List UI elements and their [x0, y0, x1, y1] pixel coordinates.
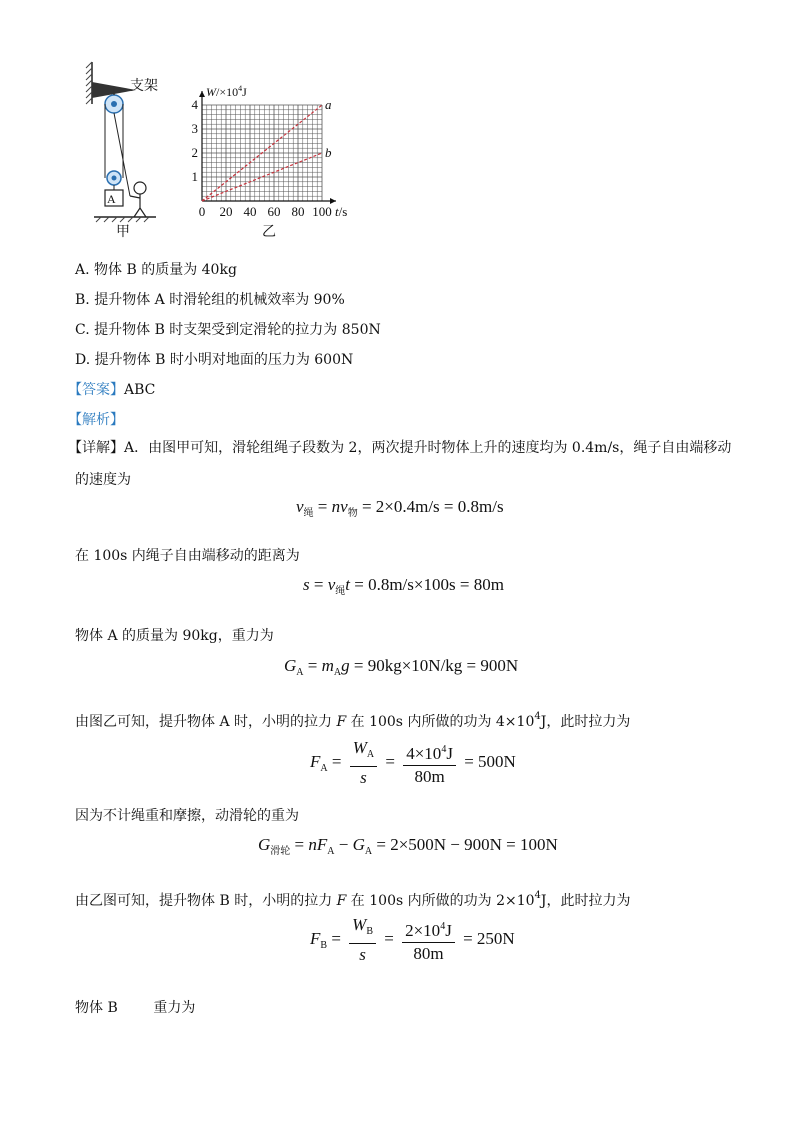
series-label-b: b — [325, 145, 332, 160]
detail-para-2: 在 100s 内绳子自由端移动的距离为 — [75, 548, 300, 564]
eq2-lhs: s — [303, 575, 310, 594]
eq6-lhs: F — [310, 928, 321, 948]
equation-5 — [258, 834, 558, 863]
eq4-rest: = 500N — [459, 751, 516, 771]
option-b: B. 提升物体 A 时滑轮组的机械效率为 90% — [75, 292, 345, 308]
eq1-v: v — [340, 497, 348, 516]
eq2-v: v — [327, 575, 336, 594]
work-time-chart — [186, 80, 356, 220]
eq4-eq-1: = — [327, 751, 346, 771]
eq6-den2: 80m — [413, 943, 444, 963]
answer-line — [68, 380, 155, 400]
eq4-den2: 80m — [414, 766, 445, 786]
answer-tag: 【答案】 — [68, 382, 124, 398]
x-tick-label: 100 — [312, 204, 332, 219]
eq6-lhs-sub: B — [320, 939, 328, 951]
eq3-m-sub: A — [333, 667, 342, 678]
eq4-lhs-sub: A — [320, 762, 328, 774]
detail-text-1a: A．由图甲可知，滑轮组绳子段数为 2，两次提升时物体上升的速度均为 0.4m/s，绳子自由端移动 — [124, 440, 732, 456]
detail-text-6b: 在 100s 内所做的功为 2×10 — [346, 893, 535, 909]
eq4-den1: s — [360, 768, 367, 787]
eq4-num1: W — [352, 738, 367, 757]
detail-text-4F: F — [336, 714, 347, 730]
detail-para-5: 因为不计绳重和摩擦，动滑轮的重为 — [75, 808, 299, 824]
eq6-frac-2 — [402, 916, 455, 965]
y-axis-arrow — [199, 91, 205, 97]
eq4-num2a: 4×10 — [406, 743, 442, 763]
eq3-rest: = 90kg×10N/kg = 900N — [349, 656, 519, 675]
eq5-n: n — [308, 835, 317, 854]
eq1-lhs: v — [296, 497, 304, 516]
eq2-t: t — [345, 575, 350, 594]
detail-text-6a: 由乙图可知，提升物体 B 时，小明的拉力 — [75, 893, 337, 909]
eq5-F: F — [316, 835, 328, 854]
detail-text-6c: J，此时拉力为 — [540, 893, 631, 909]
object-a-label: A — [107, 192, 116, 206]
eq4-num2b: J — [446, 743, 453, 763]
y-tick-label: 1 — [191, 169, 198, 184]
eq2-eq: = — [309, 575, 328, 594]
eq5-G-sub: A — [364, 846, 373, 857]
eq3-lhs: G — [284, 656, 297, 675]
eq4-num1-sub: A — [366, 749, 375, 760]
option-a: A. 物体 B 的质量为 40kg — [75, 262, 237, 278]
x-tick-label: 20 — [219, 204, 233, 219]
x-tick-label: 40 — [243, 204, 257, 219]
detail-text-4c: J，此时拉力为 — [540, 714, 631, 730]
bracket-label: 支架 — [130, 78, 158, 94]
y-tick-label: 3 — [191, 121, 198, 136]
eq3-lhs-sub: A — [296, 667, 304, 678]
detail-tag: 【详解】 — [68, 440, 124, 456]
eq4-num2exp: 4 — [441, 743, 447, 755]
eq5-lhs: G — [258, 835, 271, 854]
equation-2 — [303, 574, 504, 603]
eq4-frac-1 — [350, 737, 377, 789]
x-axis-label: t/s — [335, 204, 348, 219]
detail-para-3: 物体 A 的质量为 90kg，重力为 — [75, 628, 274, 644]
answer-value: ABC — [124, 382, 156, 398]
eq6-num2a: 2×10 — [405, 920, 441, 940]
detail-text-4exp: 4 — [534, 711, 541, 722]
eq1-rest: = 2×0.4m/s = 0.8m/s — [357, 497, 504, 516]
eq6-num2b: J — [445, 920, 452, 940]
series-label-a: a — [325, 97, 332, 112]
eq6-eq-1: = — [327, 928, 346, 948]
eq1-v-sub: 物 — [347, 508, 358, 519]
eq5-minus: − — [334, 835, 353, 854]
equation-6 — [310, 914, 515, 966]
eq5-G: G — [352, 835, 365, 854]
eq1-eq: = — [313, 497, 332, 516]
detail-text-6exp: 4 — [534, 890, 541, 901]
x-tick-label: 80 — [291, 204, 305, 219]
option-d: D. 提升物体 B 时小明对地面的压力为 600N — [75, 352, 354, 368]
person-icon — [134, 182, 146, 194]
eq5-lhs-sub: 滑轮 — [270, 846, 291, 857]
eq2-v-sub: 绳 — [335, 586, 346, 597]
eq6-frac-1 — [349, 914, 376, 966]
eq4-eq-2: = — [381, 751, 400, 771]
eq6-den1: s — [359, 945, 366, 964]
x-tick-label: 60 — [267, 204, 281, 219]
eq5-rest: = 2×500N − 900N = 100N — [372, 835, 558, 854]
analysis-tag: 【解析】 — [68, 412, 124, 428]
eq1-lhs-sub: 绳 — [303, 508, 314, 519]
eq5-eq: = — [290, 835, 309, 854]
eq3-m: m — [321, 656, 334, 675]
detail-para-4 — [75, 707, 630, 732]
detail-para-6 — [75, 886, 631, 911]
figure-yi-caption: 乙 — [262, 224, 276, 240]
x-tick-label: 0 — [198, 204, 206, 219]
eq4-frac-2 — [403, 739, 456, 788]
eq6-num1-sub: B — [366, 926, 373, 937]
eq6-rest: = 250N — [458, 928, 515, 948]
y-tick-label: 4 — [191, 97, 198, 112]
eq6-num1: W — [352, 915, 367, 934]
detail-text-6F: F — [336, 893, 347, 909]
eq6-eq-2: = — [380, 928, 399, 948]
detail-para-1 — [68, 438, 731, 458]
eq6-num2exp: 4 — [440, 920, 446, 932]
equation-1 — [296, 496, 504, 525]
y-axis-label: $W/\times 10^4J$ — [206, 84, 247, 99]
eq2-rest: = 0.8m/s×100s = 80m — [350, 575, 504, 594]
detail-para-1b: 的速度为 — [75, 472, 131, 488]
option-c: C. 提升物体 B 时支架受到定滑轮的拉力为 850N — [75, 322, 381, 338]
y-tick-label: 2 — [191, 145, 198, 160]
detail-text-4a: 由图乙可知，提升物体 A 时，小明的拉力 — [75, 714, 337, 730]
equation-3 — [284, 655, 518, 684]
eq1-n: n — [331, 497, 341, 516]
figure-jia-caption: 甲 — [116, 224, 130, 240]
detail-para-7: 物体 B 重力为 — [75, 1000, 196, 1016]
eq5-F-sub: A — [327, 846, 335, 857]
equation-4 — [310, 737, 516, 789]
eq3-g: g — [341, 656, 350, 675]
detail-text-4b: 在 100s 内所做的功为 4×10 — [346, 714, 535, 730]
eq4-lhs: F — [310, 751, 321, 771]
eq3-eq: = — [303, 656, 322, 675]
